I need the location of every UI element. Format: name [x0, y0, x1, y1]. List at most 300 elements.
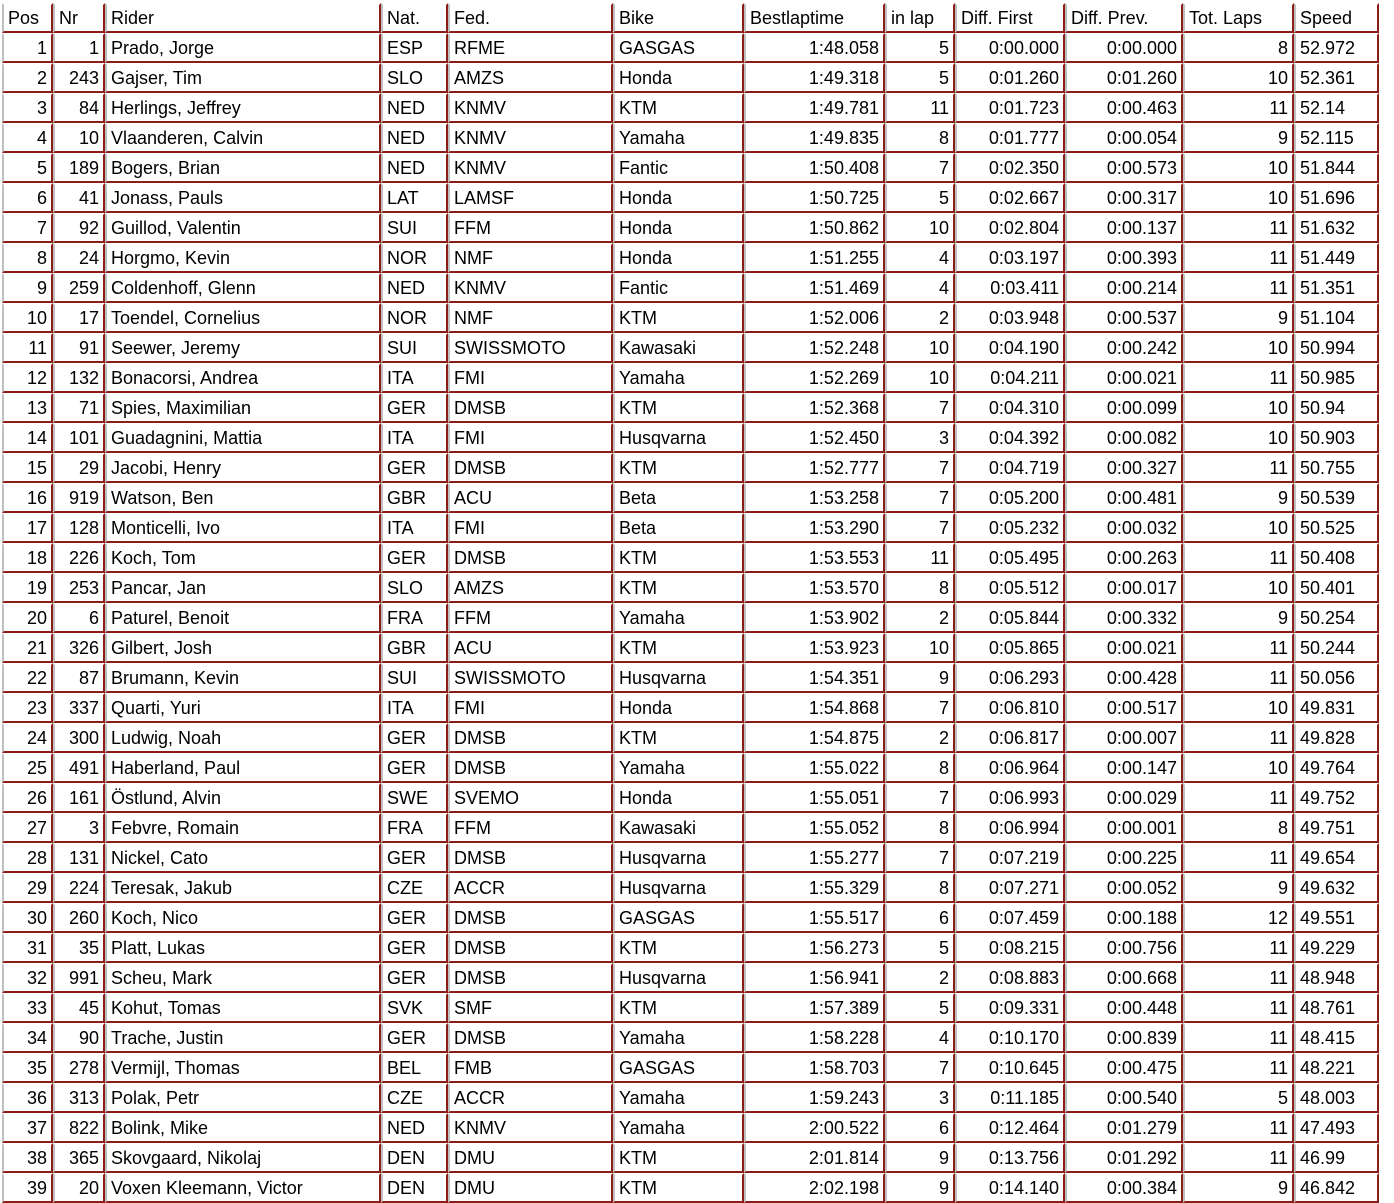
cell-in-lap: 7 [885, 393, 955, 423]
cell-nat: GER [381, 543, 448, 573]
cell-tot-laps: 11 [1183, 273, 1294, 303]
cell-rider: Bonacorsi, Andrea [105, 363, 381, 393]
cell-diff-prev: 0:00.332 [1065, 603, 1183, 633]
cell-rider: Koch, Nico [105, 903, 381, 933]
cell-bike: KTM [613, 723, 744, 753]
table-row [2, 993, 1379, 1023]
cell-in-lap: 6 [885, 903, 955, 933]
cell-rider: Koch, Tom [105, 543, 381, 573]
cell-pos: 19 [2, 573, 53, 603]
cell-bestlaptime: 1:48.058 [744, 33, 885, 63]
cell-nr: 326 [53, 633, 105, 663]
cell-bike: Honda [613, 63, 744, 93]
cell-bike: KTM [613, 453, 744, 483]
cell-bike: Honda [613, 693, 744, 723]
cell-nr: 300 [53, 723, 105, 753]
cell-rider: Gajser, Tim [105, 63, 381, 93]
cell-diff-prev: 0:00.021 [1065, 633, 1183, 663]
cell-diff-prev: 0:00.007 [1065, 723, 1183, 753]
cell-speed: 50.755 [1294, 453, 1379, 483]
cell-pos: 9 [2, 273, 53, 303]
cell-diff-first: 0:01.777 [955, 123, 1065, 153]
cell-in-lap: 5 [885, 63, 955, 93]
cell-diff-prev: 0:00.214 [1065, 273, 1183, 303]
cell-in-lap: 11 [885, 93, 955, 123]
cell-bestlaptime: 1:49.835 [744, 123, 885, 153]
table-row [2, 543, 1379, 573]
cell-pos: 26 [2, 783, 53, 813]
cell-bike: Husqvarna [613, 873, 744, 903]
cell-diff-first: 0:05.232 [955, 513, 1065, 543]
cell-bike: Beta [613, 483, 744, 513]
cell-diff-prev: 0:00.756 [1065, 933, 1183, 963]
cell-fed: DMSB [448, 933, 613, 963]
cell-fed: RFME [448, 33, 613, 63]
cell-tot-laps: 9 [1183, 123, 1294, 153]
cell-in-lap: 10 [885, 633, 955, 663]
cell-nr: 87 [53, 663, 105, 693]
cell-tot-laps: 10 [1183, 693, 1294, 723]
cell-speed: 46.99 [1294, 1143, 1379, 1173]
cell-nr: 337 [53, 693, 105, 723]
cell-diff-first: 0:07.459 [955, 903, 1065, 933]
cell-rider: Brumann, Kevin [105, 663, 381, 693]
cell-nat: GER [381, 933, 448, 963]
cell-rider: Herlings, Jeffrey [105, 93, 381, 123]
cell-nr: 224 [53, 873, 105, 903]
cell-bike: GASGAS [613, 1053, 744, 1083]
cell-rider: Vermijl, Thomas [105, 1053, 381, 1083]
cell-tot-laps: 11 [1183, 213, 1294, 243]
table-row [2, 1023, 1379, 1053]
cell-rider: Nickel, Cato [105, 843, 381, 873]
cell-diff-prev: 0:00.017 [1065, 573, 1183, 603]
cell-pos: 37 [2, 1113, 53, 1143]
cell-bike: Husqvarna [613, 663, 744, 693]
table-row [2, 183, 1379, 213]
cell-speed: 50.985 [1294, 363, 1379, 393]
cell-rider: Jacobi, Henry [105, 453, 381, 483]
cell-diff-first: 0:02.667 [955, 183, 1065, 213]
cell-nat: ITA [381, 363, 448, 393]
cell-tot-laps: 10 [1183, 333, 1294, 363]
cell-diff-prev: 0:00.032 [1065, 513, 1183, 543]
cell-bestlaptime: 1:52.368 [744, 393, 885, 423]
cell-bestlaptime: 1:50.725 [744, 183, 885, 213]
table-row [2, 963, 1379, 993]
cell-nat: NED [381, 273, 448, 303]
cell-nr: 128 [53, 513, 105, 543]
cell-speed: 49.764 [1294, 753, 1379, 783]
table-row [2, 483, 1379, 513]
cell-bike: Fantic [613, 153, 744, 183]
cell-bestlaptime: 1:55.329 [744, 873, 885, 903]
cell-diff-prev: 0:00.225 [1065, 843, 1183, 873]
cell-nat: SVK [381, 993, 448, 1023]
cell-bike: KTM [613, 633, 744, 663]
cell-nat: NED [381, 93, 448, 123]
cell-rider: Östlund, Alvin [105, 783, 381, 813]
cell-rider: Teresak, Jakub [105, 873, 381, 903]
cell-in-lap: 5 [885, 183, 955, 213]
cell-bike: Yamaha [613, 363, 744, 393]
cell-diff-prev: 0:00.839 [1065, 1023, 1183, 1053]
cell-fed: ACCR [448, 1083, 613, 1113]
table-row [2, 693, 1379, 723]
cell-in-lap: 4 [885, 1023, 955, 1053]
cell-diff-prev: 0:00.188 [1065, 903, 1183, 933]
cell-diff-first: 0:12.464 [955, 1113, 1065, 1143]
cell-pos: 8 [2, 243, 53, 273]
table-row [2, 153, 1379, 183]
cell-diff-prev: 0:00.021 [1065, 363, 1183, 393]
col-header-rider: Rider [105, 3, 381, 33]
cell-rider: Bogers, Brian [105, 153, 381, 183]
cell-rider: Paturel, Benoit [105, 603, 381, 633]
cell-speed: 51.696 [1294, 183, 1379, 213]
cell-pos: 28 [2, 843, 53, 873]
cell-diff-first: 0:07.271 [955, 873, 1065, 903]
cell-nat: CZE [381, 1083, 448, 1113]
cell-fed: AMZS [448, 63, 613, 93]
cell-pos: 22 [2, 663, 53, 693]
table-row [2, 1173, 1379, 1203]
cell-rider: Vlaanderen, Calvin [105, 123, 381, 153]
cell-pos: 21 [2, 633, 53, 663]
cell-in-lap: 8 [885, 873, 955, 903]
cell-nr: 253 [53, 573, 105, 603]
cell-bestlaptime: 1:54.351 [744, 663, 885, 693]
table-row [2, 243, 1379, 273]
cell-nat: NED [381, 1113, 448, 1143]
cell-pos: 35 [2, 1053, 53, 1083]
cell-nat: BEL [381, 1053, 448, 1083]
cell-pos: 7 [2, 213, 53, 243]
cell-nr: 41 [53, 183, 105, 213]
cell-pos: 6 [2, 183, 53, 213]
cell-fed: ACU [448, 483, 613, 513]
cell-in-lap: 7 [885, 1053, 955, 1083]
results-body [2, 33, 1379, 1203]
col-header-nat: Nat. [381, 3, 448, 33]
cell-nr: 919 [53, 483, 105, 513]
cell-speed: 49.632 [1294, 873, 1379, 903]
cell-nr: 29 [53, 453, 105, 483]
cell-pos: 39 [2, 1173, 53, 1203]
cell-diff-first: 0:01.723 [955, 93, 1065, 123]
cell-in-lap: 8 [885, 753, 955, 783]
table-row [2, 63, 1379, 93]
cell-tot-laps: 11 [1183, 963, 1294, 993]
cell-nat: SUI [381, 213, 448, 243]
cell-fed: DMSB [448, 453, 613, 483]
cell-bestlaptime: 1:55.517 [744, 903, 885, 933]
cell-nat: LAT [381, 183, 448, 213]
cell-nr: 17 [53, 303, 105, 333]
cell-in-lap: 5 [885, 33, 955, 63]
cell-speed: 49.828 [1294, 723, 1379, 753]
cell-diff-prev: 0:00.147 [1065, 753, 1183, 783]
cell-in-lap: 6 [885, 1113, 955, 1143]
cell-in-lap: 7 [885, 153, 955, 183]
cell-tot-laps: 5 [1183, 1083, 1294, 1113]
cell-rider: Monticelli, Ivo [105, 513, 381, 543]
cell-bike: Beta [613, 513, 744, 543]
cell-in-lap: 4 [885, 273, 955, 303]
cell-nr: 101 [53, 423, 105, 453]
cell-diff-prev: 0:00.001 [1065, 813, 1183, 843]
cell-rider: Spies, Maximilian [105, 393, 381, 423]
cell-tot-laps: 11 [1183, 723, 1294, 753]
cell-nat: GBR [381, 483, 448, 513]
cell-pos: 12 [2, 363, 53, 393]
cell-tot-laps: 11 [1183, 633, 1294, 663]
cell-speed: 49.752 [1294, 783, 1379, 813]
table-row [2, 273, 1379, 303]
cell-nr: 259 [53, 273, 105, 303]
cell-bike: Honda [613, 213, 744, 243]
cell-fed: FFM [448, 213, 613, 243]
cell-in-lap: 8 [885, 123, 955, 153]
cell-tot-laps: 11 [1183, 543, 1294, 573]
cell-rider: Bolink, Mike [105, 1113, 381, 1143]
cell-bestlaptime: 1:52.450 [744, 423, 885, 453]
cell-bestlaptime: 1:53.258 [744, 483, 885, 513]
cell-tot-laps: 10 [1183, 513, 1294, 543]
cell-nat: NOR [381, 243, 448, 273]
cell-diff-prev: 0:00.384 [1065, 1173, 1183, 1203]
cell-diff-first: 0:06.964 [955, 753, 1065, 783]
cell-bike: KTM [613, 543, 744, 573]
cell-diff-prev: 0:01.279 [1065, 1113, 1183, 1143]
cell-rider: Guillod, Valentin [105, 213, 381, 243]
cell-speed: 51.104 [1294, 303, 1379, 333]
cell-bestlaptime: 2:02.198 [744, 1173, 885, 1203]
cell-nr: 365 [53, 1143, 105, 1173]
cell-pos: 1 [2, 33, 53, 63]
cell-pos: 29 [2, 873, 53, 903]
cell-bike: KTM [613, 1143, 744, 1173]
cell-nat: NOR [381, 303, 448, 333]
cell-fed: DMSB [448, 843, 613, 873]
cell-speed: 48.948 [1294, 963, 1379, 993]
cell-diff-first: 0:06.994 [955, 813, 1065, 843]
cell-diff-first: 0:03.948 [955, 303, 1065, 333]
cell-bestlaptime: 1:53.570 [744, 573, 885, 603]
cell-nr: 45 [53, 993, 105, 1023]
cell-tot-laps: 11 [1183, 783, 1294, 813]
cell-bike: Husqvarna [613, 963, 744, 993]
cell-fed: SWISSMOTO [448, 663, 613, 693]
cell-diff-first: 0:05.495 [955, 543, 1065, 573]
table-row [2, 363, 1379, 393]
table-row [2, 873, 1379, 903]
table-row [2, 393, 1379, 423]
cell-pos: 14 [2, 423, 53, 453]
cell-tot-laps: 9 [1183, 303, 1294, 333]
cell-tot-laps: 9 [1183, 603, 1294, 633]
cell-in-lap: 2 [885, 603, 955, 633]
table-row [2, 603, 1379, 633]
cell-fed: DMSB [448, 543, 613, 573]
cell-in-lap: 11 [885, 543, 955, 573]
cell-bike: Yamaha [613, 123, 744, 153]
cell-diff-first: 0:08.215 [955, 933, 1065, 963]
cell-rider: Kohut, Tomas [105, 993, 381, 1023]
cell-fed: ACU [448, 633, 613, 663]
cell-bestlaptime: 1:58.228 [744, 1023, 885, 1053]
cell-speed: 52.972 [1294, 33, 1379, 63]
cell-speed: 51.632 [1294, 213, 1379, 243]
cell-bike: Yamaha [613, 1023, 744, 1053]
cell-in-lap: 8 [885, 813, 955, 843]
cell-nr: 20 [53, 1173, 105, 1203]
cell-nr: 243 [53, 63, 105, 93]
cell-rider: Ludwig, Noah [105, 723, 381, 753]
cell-diff-prev: 0:00.481 [1065, 483, 1183, 513]
cell-bike: GASGAS [613, 33, 744, 63]
cell-fed: AMZS [448, 573, 613, 603]
cell-tot-laps: 11 [1183, 933, 1294, 963]
cell-diff-first: 0:05.865 [955, 633, 1065, 663]
cell-bestlaptime: 1:54.875 [744, 723, 885, 753]
cell-diff-first: 0:00.000 [955, 33, 1065, 63]
table-row [2, 1113, 1379, 1143]
cell-pos: 30 [2, 903, 53, 933]
cell-fed: FMI [448, 423, 613, 453]
cell-pos: 24 [2, 723, 53, 753]
cell-tot-laps: 9 [1183, 1173, 1294, 1203]
cell-bestlaptime: 1:49.781 [744, 93, 885, 123]
cell-bestlaptime: 1:53.553 [744, 543, 885, 573]
cell-in-lap: 2 [885, 963, 955, 993]
cell-speed: 52.115 [1294, 123, 1379, 153]
cell-fed: ACCR [448, 873, 613, 903]
cell-pos: 2 [2, 63, 53, 93]
cell-nat: DEN [381, 1143, 448, 1173]
cell-nat: GER [381, 453, 448, 483]
cell-nr: 991 [53, 963, 105, 993]
cell-nat: NED [381, 123, 448, 153]
cell-tot-laps: 10 [1183, 753, 1294, 783]
cell-bestlaptime: 1:52.269 [744, 363, 885, 393]
cell-tot-laps: 10 [1183, 573, 1294, 603]
cell-fed: NMF [448, 243, 613, 273]
cell-pos: 11 [2, 333, 53, 363]
cell-diff-prev: 0:00.428 [1065, 663, 1183, 693]
cell-in-lap: 9 [885, 663, 955, 693]
cell-diff-first: 0:01.260 [955, 63, 1065, 93]
cell-bestlaptime: 1:49.318 [744, 63, 885, 93]
cell-tot-laps: 10 [1183, 423, 1294, 453]
cell-bike: Yamaha [613, 753, 744, 783]
cell-in-lap: 5 [885, 933, 955, 963]
table-row [2, 723, 1379, 753]
cell-fed: KNMV [448, 1113, 613, 1143]
cell-nat: DEN [381, 1173, 448, 1203]
cell-bestlaptime: 1:52.777 [744, 453, 885, 483]
cell-diff-first: 0:06.817 [955, 723, 1065, 753]
cell-tot-laps: 12 [1183, 903, 1294, 933]
cell-diff-prev: 0:00.137 [1065, 213, 1183, 243]
cell-pos: 10 [2, 303, 53, 333]
cell-tot-laps: 10 [1183, 393, 1294, 423]
cell-bestlaptime: 1:55.022 [744, 753, 885, 783]
cell-bestlaptime: 1:51.469 [744, 273, 885, 303]
results-table [2, 3, 1379, 1203]
cell-diff-prev: 0:00.052 [1065, 873, 1183, 903]
cell-tot-laps: 11 [1183, 243, 1294, 273]
cell-bestlaptime: 2:01.814 [744, 1143, 885, 1173]
cell-nat: GER [381, 1023, 448, 1053]
cell-speed: 51.844 [1294, 153, 1379, 183]
cell-nat: ESP [381, 33, 448, 63]
cell-speed: 50.525 [1294, 513, 1379, 543]
cell-bestlaptime: 1:58.703 [744, 1053, 885, 1083]
cell-tot-laps: 11 [1183, 93, 1294, 123]
cell-diff-first: 0:06.810 [955, 693, 1065, 723]
cell-bike: KTM [613, 393, 744, 423]
cell-tot-laps: 11 [1183, 843, 1294, 873]
table-row [2, 303, 1379, 333]
cell-in-lap: 7 [885, 693, 955, 723]
cell-rider: Guadagnini, Mattia [105, 423, 381, 453]
cell-bike: Husqvarna [613, 423, 744, 453]
cell-speed: 50.056 [1294, 663, 1379, 693]
cell-in-lap: 3 [885, 423, 955, 453]
cell-diff-first: 0:14.140 [955, 1173, 1065, 1203]
cell-speed: 50.254 [1294, 603, 1379, 633]
cell-bestlaptime: 1:53.902 [744, 603, 885, 633]
cell-bestlaptime: 1:53.290 [744, 513, 885, 543]
cell-fed: SWISSMOTO [448, 333, 613, 363]
cell-bike: KTM [613, 933, 744, 963]
cell-tot-laps: 9 [1183, 483, 1294, 513]
cell-rider: Prado, Jorge [105, 33, 381, 63]
table-row [2, 573, 1379, 603]
cell-diff-first: 0:03.197 [955, 243, 1065, 273]
cell-nr: 90 [53, 1023, 105, 1053]
cell-speed: 49.654 [1294, 843, 1379, 873]
cell-speed: 49.751 [1294, 813, 1379, 843]
cell-nr: 10 [53, 123, 105, 153]
cell-tot-laps: 11 [1183, 453, 1294, 483]
cell-diff-first: 0:04.719 [955, 453, 1065, 483]
cell-speed: 48.761 [1294, 993, 1379, 1023]
cell-speed: 48.221 [1294, 1053, 1379, 1083]
cell-pos: 34 [2, 1023, 53, 1053]
cell-nr: 6 [53, 603, 105, 633]
table-row [2, 333, 1379, 363]
cell-fed: FMI [448, 513, 613, 543]
cell-speed: 50.94 [1294, 393, 1379, 423]
cell-bestlaptime: 1:50.408 [744, 153, 885, 183]
cell-diff-first: 0:03.411 [955, 273, 1065, 303]
cell-rider: Quarti, Yuri [105, 693, 381, 723]
cell-bestlaptime: 1:50.862 [744, 213, 885, 243]
cell-bike: Fantic [613, 273, 744, 303]
cell-nr: 226 [53, 543, 105, 573]
cell-diff-prev: 0:00.099 [1065, 393, 1183, 423]
cell-diff-prev: 0:00.393 [1065, 243, 1183, 273]
table-row [2, 843, 1379, 873]
cell-speed: 50.903 [1294, 423, 1379, 453]
cell-speed: 49.551 [1294, 903, 1379, 933]
cell-pos: 38 [2, 1143, 53, 1173]
cell-fed: DMU [448, 1143, 613, 1173]
cell-tot-laps: 11 [1183, 1053, 1294, 1083]
cell-diff-first: 0:10.170 [955, 1023, 1065, 1053]
